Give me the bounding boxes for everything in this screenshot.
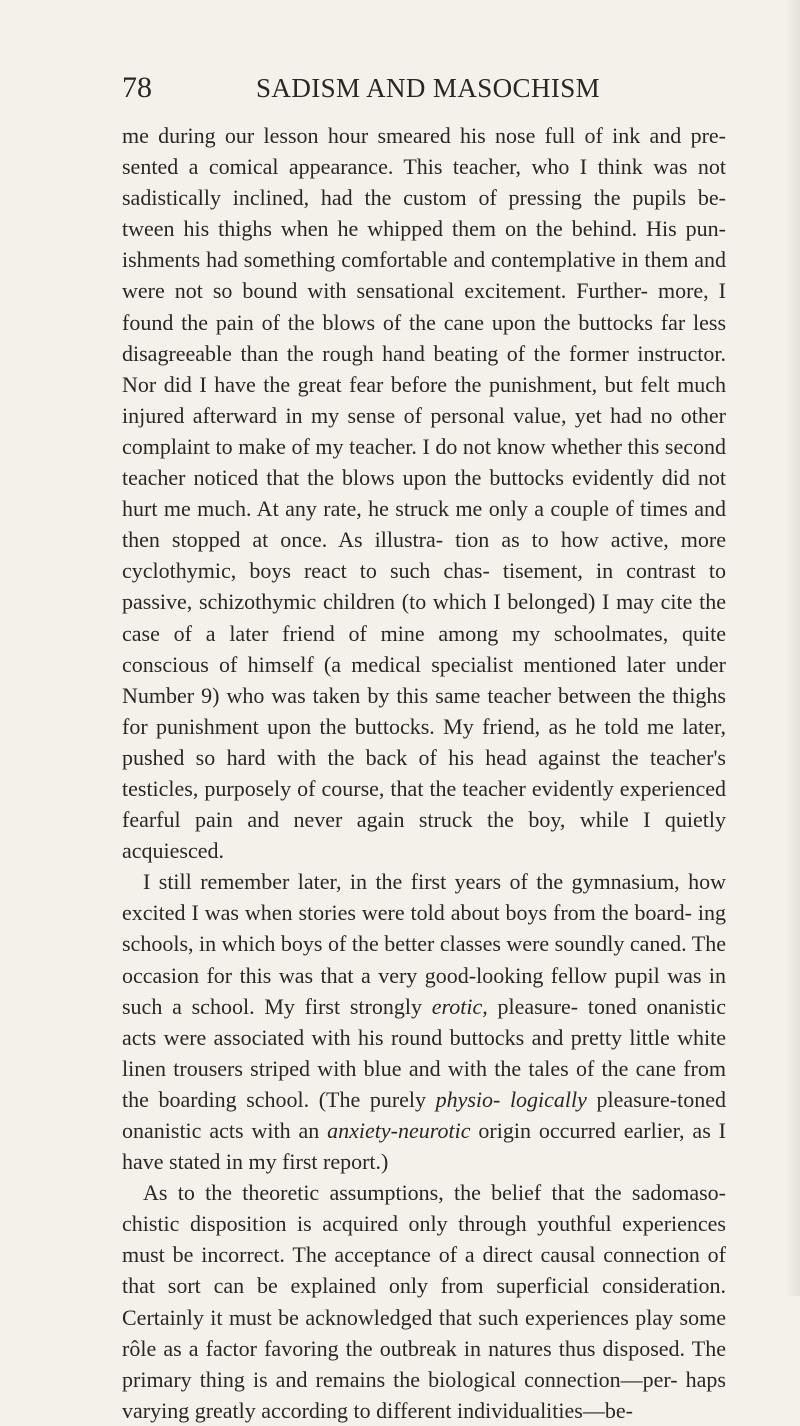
paragraph-2: [122, 866, 726, 1177]
paragraph-3-text: As to the theoretic assumptions, the belief that the sadomaso- chistic disposition is acquired only through youthful experiences must be incorrect. The acceptance of a direct causal connection of that sort can be explained only from superficial consideration. Certainly it must be acknowledged that such experiences play some rôle as a factor favoring the outbreak in natures thus disposed. The primary thing is and remains the biological connection—per- haps varying greatly according to different individualities—be-: [122, 1180, 726, 1423]
paragraph-3: [122, 1177, 726, 1426]
italic-physiologically: physio- logically: [435, 1086, 587, 1112]
paragraph-2-text-d: origin occurred earlier, as I have stated in my first report.): [122, 1118, 726, 1175]
italic-erotic: erotic,: [431, 993, 488, 1019]
paragraph-1-text: me during our lesson hour smeared his nose full of ink and pre- sented a comical appearance. This teacher, who I think was not sadistically inclined, had the custom of pressing the pupils be- tween his thighs when he whipped them on the behind. His pun- ishments had something comfortable and contemplative in them and were not so bound with sensational excitement. Further- more, I found the pain of the blows of the cane upon the buttocks far less disagreeable than the rough hand beating of the former instructor. Nor did I have the great fear before the punishment, but felt much injured afterward in my sense of personal value, yet had no other complaint to make of my teacher. I do not know whether this second teacher noticed that the blows upon the buttocks evidently did not hurt me much. At any rate, he struck me only a couple of times and then stopped at once. As illustra- tion as to how active, more cyclothymic, boys react to such chas- tisement, in contrast to passive, schizothymic children (to which I belonged) I may cite the case of a later friend of mine among my schoolmates, quite conscious of himself (a medical specialist mentioned later under Number 9) who was taken by this same teacher between the thighs for punishment upon the buttocks. My friend, as he told me later, pushed so hard with the back of his head against the teacher's testicles, purposely of course, that the teacher evidently experienced fearful pain and never again struck the boy, while I quietly acquiesced.: [122, 123, 726, 864]
paragraph-2-text-c: pleasure-toned onanistic acts with an: [122, 1086, 726, 1143]
page-header: [122, 68, 726, 108]
paragraph-2-text-a: I still remember later, in the first years of the gymnasium, how excited I was when stories were told about boys from the board- ing schools, in which boys of the better classes were soundly caned. The occasion for this was that a very good-looking fellow pupil was in such a school. My first strongly: [122, 869, 726, 1019]
italic-anxiety-neurotic: anxiety-neurotic: [327, 1118, 471, 1143]
paragraph-2-text-b: pleasure- toned onanistic acts were associated with his round buttocks and pretty little white linen trousers striped with blue and with the tales of the cane from the boarding school. (The purely: [122, 993, 726, 1112]
page-number: 78: [122, 71, 152, 104]
paragraph-1: [122, 120, 726, 866]
page-edge-shadow: [786, 0, 800, 1296]
body-text: [122, 120, 726, 1426]
running-head: SADISM AND MASOCHISM: [256, 73, 601, 103]
